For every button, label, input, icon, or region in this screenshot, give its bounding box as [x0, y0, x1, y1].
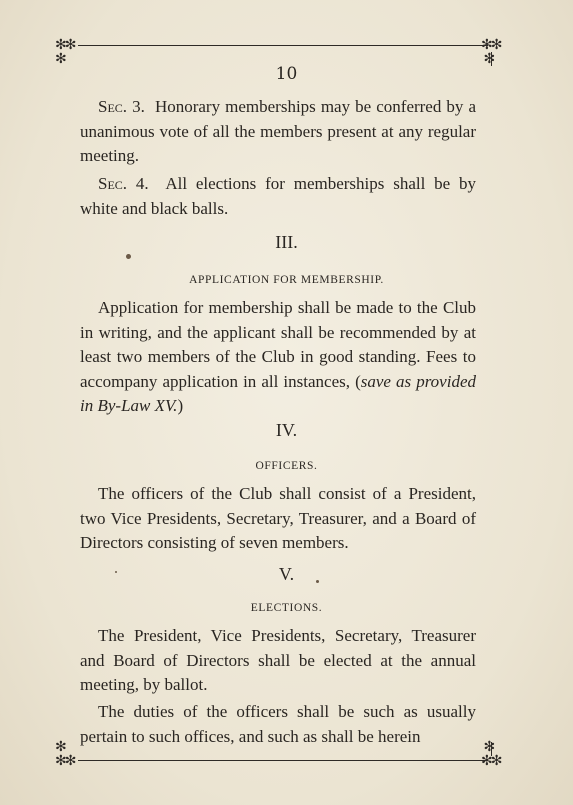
bottom-left-ornament-icon: ✻ ✻✻ — [55, 739, 75, 769]
article-4-numeral: IV. — [275, 420, 298, 440]
section-3-text: Honorary memberships may be conferred by a unanimous vote of all the members present at any regular meeting. — [80, 97, 476, 165]
bottom-right-ornament-icon: ✻ ✻✻ — [481, 739, 501, 769]
top-right-ornament-icon: ✻✻ ✻ — [481, 37, 501, 67]
ink-speck — [316, 580, 319, 583]
article-5-heading: ELECTIONS. — [250, 602, 323, 614]
article-4-paragraph — [80, 482, 476, 556]
article-5-text-2: The duties of the officers shall be such as usually pertain to such offices, and such as shall be herein — [80, 702, 476, 746]
article-3-heading: APPLICATION FOR MEMBERSHIP. — [189, 274, 384, 286]
article-3-numeral: III. — [275, 232, 298, 252]
article-5-text-1: The President, Vice Presidents, Secretary, Treasurer and Board of Directors shall be elected at the annual meeting, by ballot. — [80, 626, 476, 694]
section-3-label: Sec. 3. — [98, 97, 145, 116]
article-3-text: Application for membership shall be made to the Club in writing, and the applicant shall be recommended by at least two members of the Club in good standing. Fees to accompany application in all instances, ( — [80, 298, 476, 391]
article-4-text: The officers of the Club shall consist of a President, two Vice Presidents, Secretary, Treasurer, and a Board of Directors consisting of seven members. — [80, 484, 476, 552]
article-5-numeral: V. — [278, 564, 295, 584]
section-4-text: All elections for memberships shall be by white and black balls. — [80, 174, 476, 218]
article-3-paragraph — [80, 296, 476, 419]
article-5-paragraph-2 — [80, 700, 476, 749]
section-3-paragraph — [80, 95, 476, 169]
top-left-ornament-icon: ✻✻ ✻ — [55, 37, 75, 67]
ink-speck — [126, 254, 131, 259]
article-3-italic-text: save as provided in By-Law XV. — [80, 371, 476, 415]
article-4-heading: OFFICERS. — [255, 460, 318, 472]
section-4-label: Sec. 4. — [98, 174, 149, 193]
top-border-rule — [78, 45, 488, 46]
section-4-paragraph — [80, 172, 476, 221]
page-number: 10 — [275, 64, 298, 84]
article-3-text-end: ) — [177, 396, 184, 415]
ink-speck — [115, 571, 117, 573]
bottom-border-rule — [78, 760, 488, 761]
article-5-paragraph-1 — [80, 624, 476, 698]
